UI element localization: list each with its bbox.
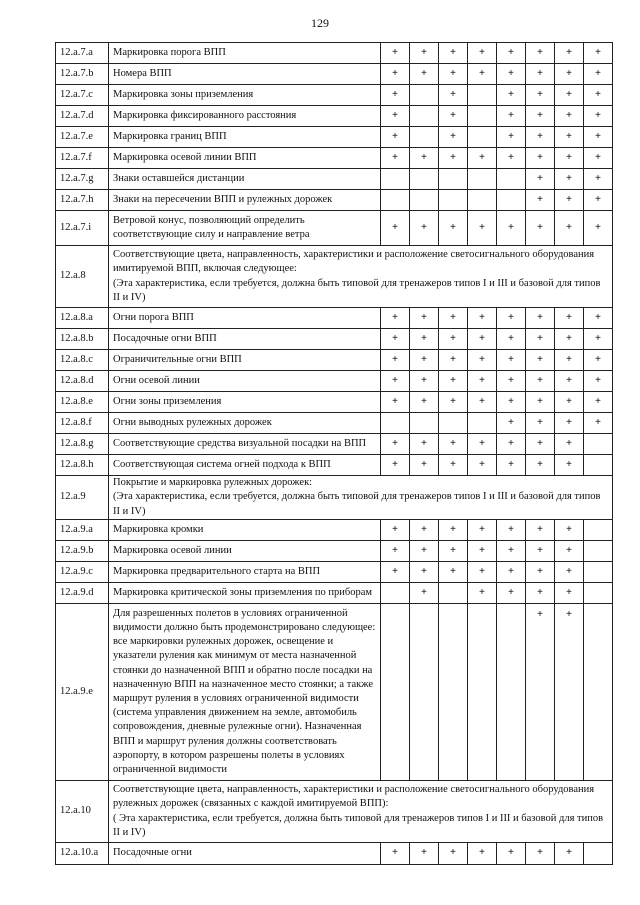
check-mark-cell: + xyxy=(439,127,468,148)
row-code: 12.a.7.e xyxy=(56,127,109,148)
check-mark-cell: + xyxy=(468,371,497,392)
check-mark-cell: + xyxy=(497,43,526,64)
check-mark-cell: + xyxy=(526,350,555,371)
row-code: 12.a.7.b xyxy=(56,64,109,85)
table-row xyxy=(56,106,613,127)
row-description: Огни зоны приземления xyxy=(109,392,381,413)
check-mark-cell xyxy=(584,455,613,476)
check-mark-cell: + xyxy=(497,350,526,371)
check-mark-cell: + xyxy=(381,520,410,541)
check-mark-cell: + xyxy=(468,64,497,85)
check-mark-cell: + xyxy=(468,520,497,541)
requirements-table xyxy=(55,42,613,865)
check-mark-cell xyxy=(468,85,497,106)
check-mark-cell: + xyxy=(555,350,584,371)
row-code: 12.a.9.a xyxy=(56,520,109,541)
check-mark-cell: + xyxy=(439,211,468,246)
check-mark-cell: + xyxy=(468,392,497,413)
table-row xyxy=(56,781,613,843)
check-mark-cell: + xyxy=(468,541,497,562)
row-description: Огни выводных рулежных дорожек xyxy=(109,413,381,434)
row-code: 12.a.7.d xyxy=(56,106,109,127)
check-mark-cell: + xyxy=(497,520,526,541)
check-mark-cell: + xyxy=(410,43,439,64)
check-mark-cell: + xyxy=(584,64,613,85)
check-mark-cell: + xyxy=(497,211,526,246)
table-row xyxy=(56,541,613,562)
check-mark-cell: + xyxy=(497,583,526,604)
check-mark-cell: + xyxy=(439,541,468,562)
check-mark-cell: + xyxy=(526,392,555,413)
check-mark-cell xyxy=(410,106,439,127)
row-code: 12.a.7.f xyxy=(56,148,109,169)
row-code: 12.a.10 xyxy=(56,781,109,843)
check-mark-cell: + xyxy=(381,43,410,64)
row-description: Маркировка критической зоны приземления по приборам xyxy=(109,583,381,604)
check-mark-cell xyxy=(439,169,468,190)
row-code: 12.a.10.a xyxy=(56,843,109,865)
check-mark-cell: + xyxy=(526,455,555,476)
row-code: 12.a.8.c xyxy=(56,350,109,371)
check-mark-cell xyxy=(497,169,526,190)
check-mark-cell: + xyxy=(584,106,613,127)
check-mark-cell xyxy=(381,190,410,211)
table-row xyxy=(56,476,613,520)
row-description: Маркировка осевой линии xyxy=(109,541,381,562)
row-code: 12.a.8.f xyxy=(56,413,109,434)
check-mark-cell: + xyxy=(526,64,555,85)
row-description: Посадочные огни xyxy=(109,843,381,865)
check-mark-cell: + xyxy=(410,562,439,583)
check-mark-cell xyxy=(381,413,410,434)
row-code: 12.a.8 xyxy=(56,246,109,308)
row-description: Номера ВПП xyxy=(109,64,381,85)
check-mark-cell: + xyxy=(497,392,526,413)
check-mark-cell: + xyxy=(410,843,439,865)
check-mark-cell: + xyxy=(526,604,555,781)
table-row xyxy=(56,127,613,148)
check-mark-cell: + xyxy=(439,371,468,392)
check-mark-cell: + xyxy=(584,127,613,148)
check-mark-cell: + xyxy=(584,148,613,169)
check-mark-cell: + xyxy=(555,85,584,106)
check-mark-cell xyxy=(410,85,439,106)
check-mark-cell xyxy=(584,434,613,455)
check-mark-cell: + xyxy=(410,350,439,371)
table-row xyxy=(56,371,613,392)
check-mark-cell: + xyxy=(526,211,555,246)
check-mark-cell: + xyxy=(468,562,497,583)
check-mark-cell xyxy=(439,413,468,434)
check-mark-cell: + xyxy=(468,843,497,865)
check-mark-cell: + xyxy=(555,413,584,434)
check-mark-cell xyxy=(439,604,468,781)
check-mark-cell: + xyxy=(439,520,468,541)
check-mark-cell: + xyxy=(381,350,410,371)
check-mark-cell: + xyxy=(526,85,555,106)
check-mark-cell: + xyxy=(439,85,468,106)
check-mark-cell: + xyxy=(526,520,555,541)
check-mark-cell: + xyxy=(555,562,584,583)
check-mark-cell xyxy=(468,127,497,148)
check-mark-cell: + xyxy=(381,329,410,350)
check-mark-cell: + xyxy=(526,413,555,434)
check-mark-cell: + xyxy=(410,64,439,85)
row-code: 12.a.8.h xyxy=(56,455,109,476)
row-description: Ограничительные огни ВПП xyxy=(109,350,381,371)
table-row xyxy=(56,85,613,106)
check-mark-cell: + xyxy=(439,843,468,865)
check-mark-cell: + xyxy=(497,106,526,127)
check-mark-cell: + xyxy=(468,308,497,329)
check-mark-cell: + xyxy=(555,127,584,148)
check-mark-cell: + xyxy=(410,541,439,562)
table-row xyxy=(56,211,613,246)
check-mark-cell: + xyxy=(381,434,410,455)
check-mark-cell: + xyxy=(555,604,584,781)
check-mark-cell xyxy=(410,604,439,781)
check-mark-cell xyxy=(468,190,497,211)
check-mark-cell xyxy=(410,413,439,434)
check-mark-cell: + xyxy=(410,434,439,455)
check-mark-cell: + xyxy=(439,455,468,476)
check-mark-cell: + xyxy=(555,434,584,455)
check-mark-cell: + xyxy=(439,329,468,350)
check-mark-cell xyxy=(468,106,497,127)
table-row xyxy=(56,392,613,413)
check-mark-cell xyxy=(381,604,410,781)
check-mark-cell: + xyxy=(497,127,526,148)
check-mark-cell xyxy=(497,190,526,211)
check-mark-cell: + xyxy=(410,520,439,541)
check-mark-cell: + xyxy=(381,392,410,413)
table-row xyxy=(56,843,613,865)
table-row xyxy=(56,169,613,190)
row-code: 12.a.8.g xyxy=(56,434,109,455)
check-mark-cell: + xyxy=(468,211,497,246)
check-mark-cell: + xyxy=(381,371,410,392)
check-mark-cell xyxy=(468,413,497,434)
check-mark-cell: + xyxy=(555,371,584,392)
check-mark-cell: + xyxy=(555,520,584,541)
check-mark-cell xyxy=(584,520,613,541)
row-code: 12.a.9.d xyxy=(56,583,109,604)
check-mark-cell: + xyxy=(584,169,613,190)
check-mark-cell: + xyxy=(497,434,526,455)
table-row xyxy=(56,562,613,583)
check-mark-cell: + xyxy=(526,106,555,127)
row-code: 12.a.7.g xyxy=(56,169,109,190)
row-description: Соответствующие средства визуальной посадки на ВПП xyxy=(109,434,381,455)
check-mark-cell: + xyxy=(468,43,497,64)
table-row xyxy=(56,350,613,371)
check-mark-cell: + xyxy=(555,308,584,329)
row-description: Маркировка фиксированного расстояния xyxy=(109,106,381,127)
check-mark-cell: + xyxy=(555,392,584,413)
check-mark-cell: + xyxy=(584,211,613,246)
row-description: Маркировка предварительного старта на ВПП xyxy=(109,562,381,583)
check-mark-cell: + xyxy=(555,329,584,350)
table-row xyxy=(56,455,613,476)
row-description: Маркировка порога ВПП xyxy=(109,43,381,64)
row-description: Знаки оставшейся дистанции xyxy=(109,169,381,190)
section-heading: Покрытие и маркировка рулежных дорожек: (Эта характеристика, если требуется, должна быть типовой для тренажеров типов I и III и базовой для типов II и IV) xyxy=(109,476,613,520)
row-description: Ветровой конус, позволяющий определить соответствующие силу и направление ветра xyxy=(109,211,381,246)
check-mark-cell: + xyxy=(526,583,555,604)
check-mark-cell: + xyxy=(497,85,526,106)
check-mark-cell: + xyxy=(381,562,410,583)
row-code: 12.a.9.b xyxy=(56,541,109,562)
check-mark-cell: + xyxy=(381,541,410,562)
check-mark-cell: + xyxy=(381,308,410,329)
check-mark-cell: + xyxy=(439,392,468,413)
row-description: Знаки на пересечении ВПП и рулежных дорожек xyxy=(109,190,381,211)
check-mark-cell: + xyxy=(468,434,497,455)
check-mark-cell: + xyxy=(468,455,497,476)
check-mark-cell: + xyxy=(497,413,526,434)
check-mark-cell: + xyxy=(468,350,497,371)
row-code: 12.a.8.e xyxy=(56,392,109,413)
table-row xyxy=(56,246,613,308)
check-mark-cell: + xyxy=(410,455,439,476)
check-mark-cell: + xyxy=(526,329,555,350)
row-description: Маркировка осевой линии ВПП xyxy=(109,148,381,169)
check-mark-cell: + xyxy=(468,329,497,350)
check-mark-cell: + xyxy=(410,308,439,329)
check-mark-cell: + xyxy=(555,106,584,127)
check-mark-cell xyxy=(381,583,410,604)
check-mark-cell xyxy=(584,583,613,604)
row-code: 12.a.7.h xyxy=(56,190,109,211)
row-code: 12.a.9 xyxy=(56,476,109,520)
page-number: 129 xyxy=(311,16,329,30)
check-mark-cell: + xyxy=(410,392,439,413)
table-row xyxy=(56,583,613,604)
check-mark-cell: + xyxy=(584,392,613,413)
table-row xyxy=(56,148,613,169)
check-mark-cell: + xyxy=(439,562,468,583)
check-mark-cell: + xyxy=(439,350,468,371)
check-mark-cell: + xyxy=(497,562,526,583)
check-mark-cell: + xyxy=(410,148,439,169)
check-mark-cell xyxy=(584,562,613,583)
check-mark-cell: + xyxy=(497,541,526,562)
check-mark-cell: + xyxy=(439,43,468,64)
row-description: Соответствующая система огней подхода к ВПП xyxy=(109,455,381,476)
check-mark-cell: + xyxy=(584,371,613,392)
check-mark-cell: + xyxy=(584,413,613,434)
table-row xyxy=(56,43,613,64)
check-mark-cell: + xyxy=(381,85,410,106)
check-mark-cell: + xyxy=(555,455,584,476)
check-mark-cell: + xyxy=(381,455,410,476)
check-mark-cell xyxy=(439,190,468,211)
row-description: Маркировка кромки xyxy=(109,520,381,541)
row-description: Посадочные огни ВПП xyxy=(109,329,381,350)
row-code: 12.a.9.c xyxy=(56,562,109,583)
check-mark-cell xyxy=(410,169,439,190)
table-row xyxy=(56,329,613,350)
row-code: 12.a.9.e xyxy=(56,604,109,781)
check-mark-cell: + xyxy=(497,308,526,329)
check-mark-cell: + xyxy=(439,148,468,169)
check-mark-cell: + xyxy=(584,350,613,371)
table-row xyxy=(56,308,613,329)
check-mark-cell: + xyxy=(555,148,584,169)
table-row xyxy=(56,190,613,211)
check-mark-cell: + xyxy=(584,85,613,106)
row-code: 12.a.7.a xyxy=(56,43,109,64)
check-mark-cell: + xyxy=(555,169,584,190)
check-mark-cell: + xyxy=(468,583,497,604)
table-row xyxy=(56,604,613,781)
check-mark-cell xyxy=(584,843,613,865)
check-mark-cell: + xyxy=(526,434,555,455)
check-mark-cell: + xyxy=(410,583,439,604)
row-description: Для разрешенных полетов в условиях ограниченной видимости должно быть продемонстрировано следующее: все маркировки рулежных дорожек, освещение и указатели руления как минимум от места назначенной стоянки до назначенной ВПП и обратно после посадки на назначенную ВПП на назначенное место стоянки; а также маршрут руления в условиях ограниченной видимости (система управления движением на земле, автомобиль сопровождения, дневные рулежные огни). Назначенная ВПП и маршрут руления должны соответствовать аэропорту, в котором разрешены полеты в условиях ограниченной видимости xyxy=(109,604,381,781)
check-mark-cell: + xyxy=(584,190,613,211)
check-mark-cell: + xyxy=(555,64,584,85)
check-mark-cell: + xyxy=(381,148,410,169)
row-description: Маркировка зоны приземления xyxy=(109,85,381,106)
check-mark-cell xyxy=(468,604,497,781)
check-mark-cell: + xyxy=(410,371,439,392)
check-mark-cell: + xyxy=(526,541,555,562)
check-mark-cell xyxy=(497,604,526,781)
check-mark-cell xyxy=(584,604,613,781)
table-row xyxy=(56,413,613,434)
check-mark-cell: + xyxy=(526,169,555,190)
check-mark-cell: + xyxy=(526,148,555,169)
check-mark-cell: + xyxy=(526,190,555,211)
table-row xyxy=(56,64,613,85)
check-mark-cell: + xyxy=(526,127,555,148)
row-code: 12.a.7.c xyxy=(56,85,109,106)
section-heading: Соответствующие цвета, направленность, характеристики и расположение светосигнального оборудования рулежных дорожек (связанных с каждой имитируемой ВПП): ( Эта характеристика, если требуется, должна быть типовой для тренажеров типов I и III и базовой для типов II и IV) xyxy=(109,781,613,843)
check-mark-cell: + xyxy=(526,43,555,64)
check-mark-cell: + xyxy=(555,43,584,64)
check-mark-cell: + xyxy=(381,127,410,148)
check-mark-cell xyxy=(410,127,439,148)
check-mark-cell: + xyxy=(497,455,526,476)
check-mark-cell: + xyxy=(497,843,526,865)
check-mark-cell: + xyxy=(381,106,410,127)
check-mark-cell: + xyxy=(381,64,410,85)
check-mark-cell: + xyxy=(497,329,526,350)
check-mark-cell: + xyxy=(381,843,410,865)
check-mark-cell: + xyxy=(526,371,555,392)
check-mark-cell: + xyxy=(555,843,584,865)
check-mark-cell: + xyxy=(584,308,613,329)
check-mark-cell: + xyxy=(497,64,526,85)
check-mark-cell xyxy=(410,190,439,211)
check-mark-cell: + xyxy=(584,329,613,350)
check-mark-cell: + xyxy=(584,43,613,64)
check-mark-cell: + xyxy=(468,148,497,169)
row-code: 12.a.8.a xyxy=(56,308,109,329)
check-mark-cell: + xyxy=(439,308,468,329)
check-mark-cell: + xyxy=(381,211,410,246)
check-mark-cell: + xyxy=(526,843,555,865)
section-heading: Соответствующие цвета, направленность, характеристики и расположение светосигнального оборудования имитируемой ВПП, включая следующее: (Эта характеристика, если требуется, должна быть типовой для тренажеров типов I и III и базовой для типов II и IV) xyxy=(109,246,613,308)
check-mark-cell: + xyxy=(555,541,584,562)
check-mark-cell: + xyxy=(555,190,584,211)
check-mark-cell: + xyxy=(555,211,584,246)
check-mark-cell xyxy=(468,169,497,190)
check-mark-cell: + xyxy=(439,64,468,85)
check-mark-cell xyxy=(584,541,613,562)
check-mark-cell: + xyxy=(439,106,468,127)
row-code: 12.a.8.d xyxy=(56,371,109,392)
row-description: Огни осевой линии xyxy=(109,371,381,392)
table-row xyxy=(56,520,613,541)
check-mark-cell: + xyxy=(526,308,555,329)
check-mark-cell: + xyxy=(526,562,555,583)
check-mark-cell xyxy=(381,169,410,190)
check-mark-cell: + xyxy=(555,583,584,604)
row-description: Маркировка границ ВПП xyxy=(109,127,381,148)
check-mark-cell xyxy=(439,583,468,604)
table-row xyxy=(56,434,613,455)
row-code: 12.a.7.i xyxy=(56,211,109,246)
check-mark-cell: + xyxy=(439,434,468,455)
check-mark-cell: + xyxy=(410,211,439,246)
check-mark-cell: + xyxy=(497,148,526,169)
row-code: 12.a.8.b xyxy=(56,329,109,350)
row-description: Огни порога ВПП xyxy=(109,308,381,329)
check-mark-cell: + xyxy=(410,329,439,350)
check-mark-cell: + xyxy=(497,371,526,392)
